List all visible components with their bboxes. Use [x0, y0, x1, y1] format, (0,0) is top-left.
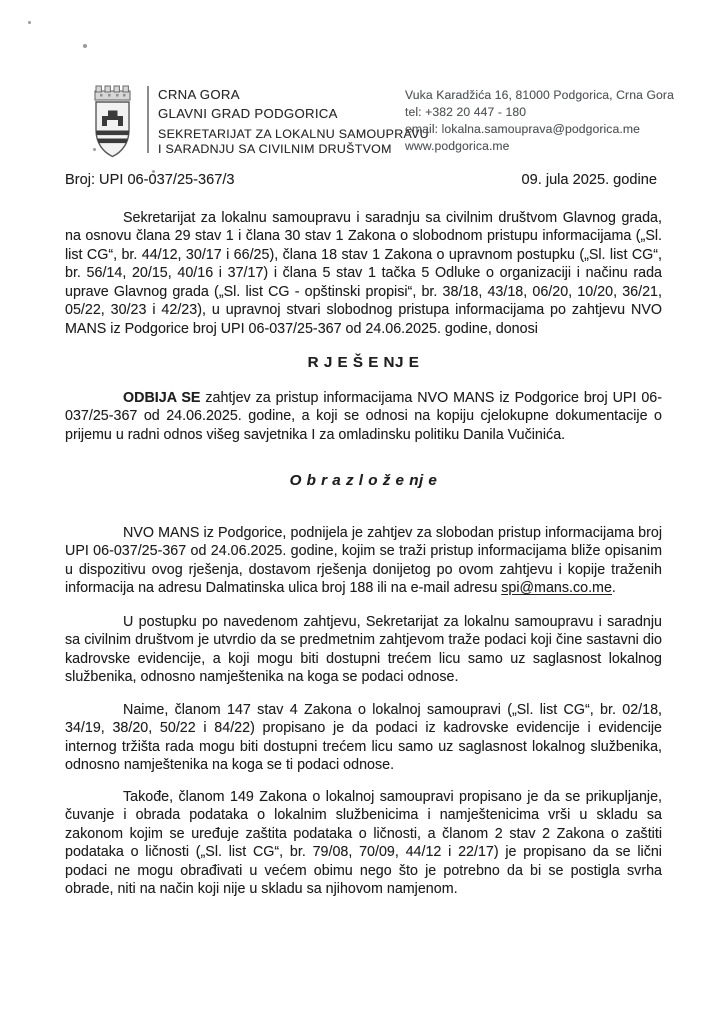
reference-number: Broj: UPI 06-037/25-367/3: [65, 172, 235, 188]
org-email: email: lokalna.samouprava@podgorica.me: [405, 121, 640, 136]
explanation-paragraph-3: Naime, članom 147 stav 4 Zakona o lokalnoj samoupravi („Sl. list CG“, br. 02/18, 34/19, 38/20, 50/22 i 84/22) propisano je da podaci iz kadrovske evidencije i evidencije internog tržišta rada mogu biti dostupni trećem licu samo uz saglasnost lokalnog službenika, odnosno namještenika na koga se ti podaci odnose.: [65, 701, 662, 773]
letterhead-divider: [147, 86, 149, 153]
scan-speck: [83, 44, 87, 48]
email-address: spi@mans.co.me: [501, 580, 612, 596]
org-website: www.podgorica.me: [405, 138, 510, 153]
podgorica-coat-of-arms-icon: [89, 83, 136, 160]
explanation-title: O b r a z l o ž e nj e: [289, 472, 438, 489]
reference-date: 09. jula 2025. godine: [521, 172, 657, 188]
org-city: GLAVNI GRAD PODGORICA: [158, 106, 338, 121]
reference-row: [65, 171, 662, 190]
organization-block: [158, 88, 429, 155]
org-phone: tel: +382 20 447 - 180: [405, 104, 527, 119]
explanation-paragraph-2: U postupku po navedenom zahtjevu, Sekretarijat za lokalnu samoupravu i saradnju sa civilnim društvom je utvrdio da se predmetnim zahtjevom traže podaci koji čine sastavni dio kadrovske evidencije, a koji mogu biti dostupni trećem licu samo uz saglasnost lokalnog službenika, odnosno namještenika na koga se podaci odnose.: [65, 613, 662, 685]
decision-paragraph: [65, 389, 662, 445]
explanation-p1-text: NVO MANS iz Podgorice, podnijela je zahtjev za slobodan pristup informacijama broj UPI 06-037/25-367 od 24.06.2025. godine, kojim se traži pristup informacijama bliže opisanim u dispozitivu ovog rješenja, dostavom rješenja donijetog po ovom zahtjevu i kopije traženih informacija na adresu Dalmatinska ulica broj 188 ili na e-mail adresu: [65, 524, 662, 596]
decision-body: zahtjev za pristup informacijama NVO MANS iz Podgorice broj UPI 06-037/25-367 od 24.06.2025. godine, a koji se odnosi na kopiju cjelokupne dokumentacije o prijemu u radni odnos višeg savjetnika I za omladinsku politiku Danila Vučinića.: [65, 389, 662, 443]
explanation-paragraph-4: Takođe, članom 149 Zakona o lokalnoj samoupravi propisano je da se prikupljanje, čuvanje i obrada podataka o lokalnim službenicima i namještenicima vrši u skladu sa zakonom kojim se uređuje zaštita podataka o ličnosti, a članom 2 stav 2 Zakona o zaštiti podataka o ličnosti („Sl. list CG“, br. 79/08, 70/09, 44/12 i 22/17) je propisano da se lični podaci ne mogu obrađivati u većem obimu nego što je potrebno da bi se postigla svrha obrade, niti na način koji nije u skladu sa njihovom namjenom.: [65, 788, 662, 897]
org-department-line1: SEKRETARIJAT ZA LOKALNU SAMOUPRAVU: [158, 127, 429, 141]
org-country: CRNA GORA: [158, 87, 240, 102]
intro-paragraph: Sekretarijat za lokalnu samoupravu i saradnju sa civilnim društvom Glavnog grada, na osnovu člana 29 stav 1 i člana 30 stav 1 Zakona o slobodnom pristupu informacijama („Sl. list CG“, br. 44/12, 30/17 i 66/25), člana 18 stav 1 Zakona o upravnom postupku („Sl. list CG“, br. 56/14, 20/15, 40/16 i 37/17) i člana 5 stav 1 tačka 5 Odluke o organizaciji i načinu rada uprave Glavnog grada („Sl. list CG - opštinski propisi“, br. 38/18, 43/18, 06/20, 10/20, 36/21, 05/22, 30/23 i 42/23), u upravnoj stvari slobodnog pristupa informacijama po zahtjevu NVO MANS iz Podgorice broj UPI 06-037/25-367 od 24.06.2025. godine, donosi: [65, 209, 662, 337]
org-department-line2: I SARADNJU SA CIVILNIM DRUŠTVOM: [158, 142, 392, 156]
decision-title: R J E Š E NJ E: [307, 354, 420, 371]
org-address: Vuka Karadžića 16, 81000 Podgorica, Crna Gora: [405, 88, 674, 102]
scan-speck: [28, 21, 31, 24]
explanation-paragraph-1: [65, 524, 662, 598]
contact-block: [405, 87, 674, 155]
document-body: [65, 171, 662, 913]
decision-lead: ODBIJA SE: [123, 389, 201, 406]
explanation-p1-tail: .: [611, 580, 616, 596]
